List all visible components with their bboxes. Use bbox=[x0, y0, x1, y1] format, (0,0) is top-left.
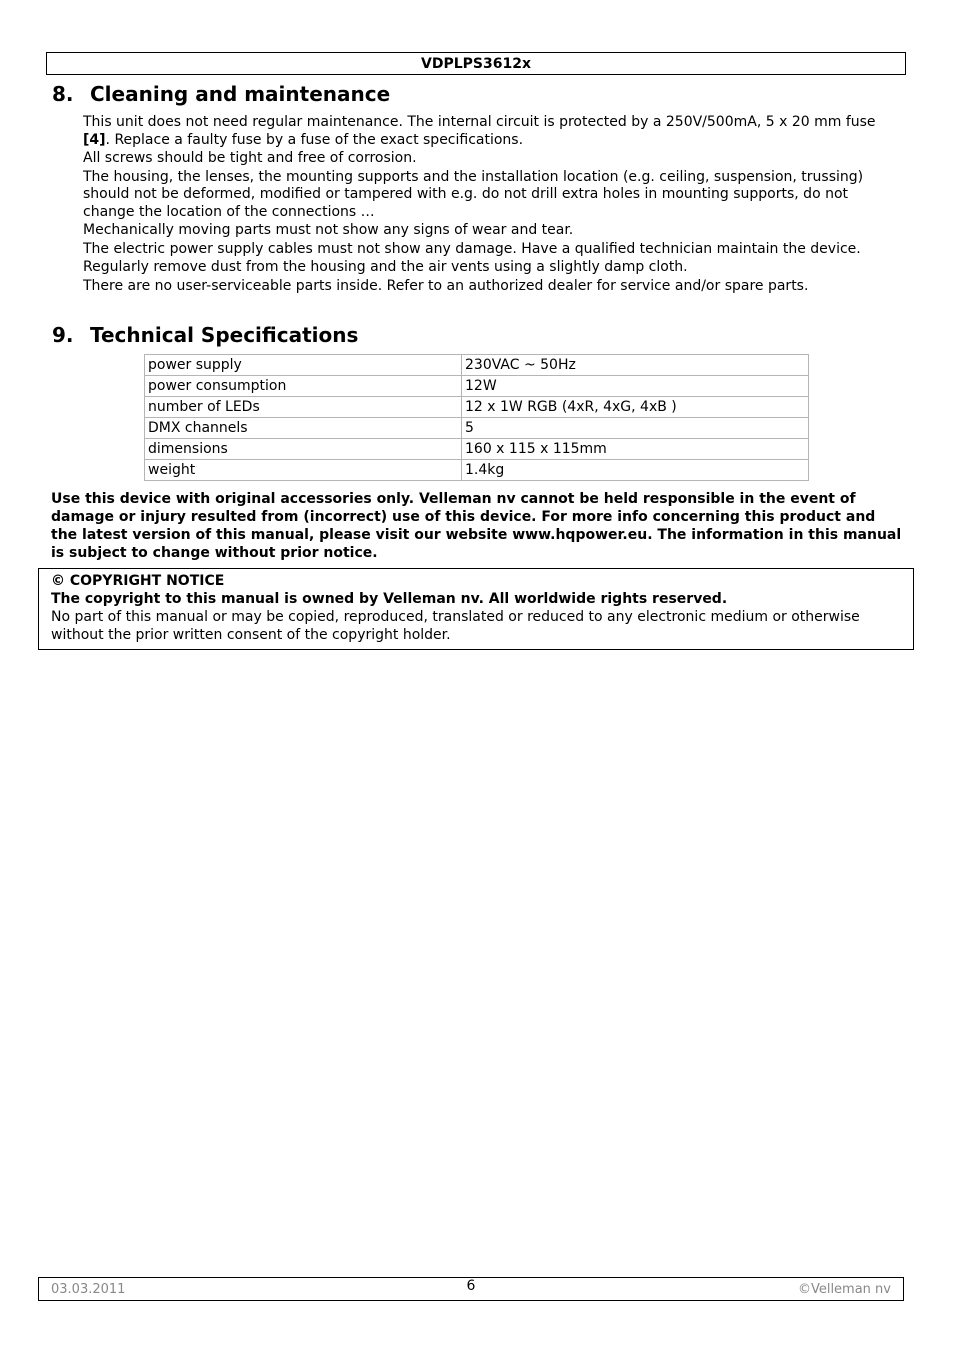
section-8-title: Cleaning and maintenance bbox=[90, 82, 391, 106]
page-number: 6 bbox=[466, 1278, 476, 1294]
spec-value: 1.4kg bbox=[462, 460, 809, 481]
document-header bbox=[46, 52, 906, 75]
copyright-heading: © COPYRIGHT NOTICE bbox=[51, 573, 225, 589]
spec-value: 230VAC ~ 50Hz bbox=[462, 355, 809, 376]
spec-label: power consumption bbox=[145, 376, 462, 397]
disclaimer-text: Use this device with original accessories only. Velleman nv cannot be held responsible in the event of damage or injury resulted from (incorrect) use of this device. For more info concerning this product and the latest version of this manual, please visit our website www.hqpower.eu. The information in this manual is subject to change without prior notice. bbox=[51, 491, 902, 561]
dust-paragraph: Regularly remove dust from the housing and the air vents using a slightly damp cloth. bbox=[83, 259, 688, 275]
fuse-paragraph bbox=[83, 114, 903, 149]
table-row bbox=[145, 460, 809, 481]
section-8-heading bbox=[52, 82, 390, 106]
section-8-number: 8. bbox=[52, 82, 74, 106]
section-9-number: 9. bbox=[52, 323, 74, 347]
table-row bbox=[145, 397, 809, 418]
footer-date: 03.03.2011 bbox=[51, 1282, 126, 1297]
table-row bbox=[145, 418, 809, 439]
spec-value: 5 bbox=[462, 418, 809, 439]
power-cables-paragraph: The electric power supply cables must not show any damage. Have a qualified technician maintain the device. bbox=[83, 240, 861, 257]
model-number: VDPLPS3612x bbox=[421, 56, 531, 72]
service-paragraph: There are no user-serviceable parts inside. Refer to an authorized dealer for service and/or spare parts. bbox=[83, 277, 809, 294]
spec-value: 12W bbox=[462, 376, 809, 397]
fuse-text-start: This unit does not need regular maintenance. The internal circuit is protected by a 250V/500mA, 5 x 20 mm fuse bbox=[83, 114, 876, 130]
table-row bbox=[145, 355, 809, 376]
copyright-notice-box bbox=[38, 568, 914, 650]
specifications-table bbox=[144, 354, 809, 481]
spec-label: power supply bbox=[145, 355, 462, 376]
spec-label: weight bbox=[145, 460, 462, 481]
copyright-body: No part of this manual or may be copied, reproduced, translated or reduced to any electronic medium or otherwise without the prior written consent of the copyright holder. bbox=[51, 609, 860, 643]
section-9-heading bbox=[52, 323, 358, 347]
table-row bbox=[145, 439, 809, 460]
spec-label: number of LEDs bbox=[145, 397, 462, 418]
spec-value: 160 x 115 x 115mm bbox=[462, 439, 809, 460]
table-row bbox=[145, 376, 809, 397]
screws-paragraph: All screws should be tight and free of corrosion. bbox=[83, 150, 417, 166]
spec-label: dimensions bbox=[145, 439, 462, 460]
page-footer bbox=[38, 1277, 904, 1301]
housing-paragraph: The housing, the lenses, the mounting supports and the installation location (e.g. ceiling, suspension, trussing) should not be deformed, modified or tampered with e.g. do not drill extra holes in mounting supports, do not change the location of the connections … bbox=[83, 168, 864, 220]
section-8-body bbox=[83, 114, 903, 296]
spec-label: DMX channels bbox=[145, 418, 462, 439]
fuse-reference: [4] bbox=[83, 131, 106, 148]
fuse-text-end: . Replace a faulty fuse by a fuse of the exact specifications. bbox=[105, 131, 524, 148]
moving-parts-paragraph: Mechanically moving parts must not show any signs of wear and tear. bbox=[83, 222, 574, 238]
section-9-title: Technical Specifications bbox=[90, 323, 359, 347]
copyright-owner: The copyright to this manual is owned by Velleman nv. All worldwide rights reserved. bbox=[51, 591, 728, 607]
spec-value: 12 x 1W RGB (4xR, 4xG, 4xB ) bbox=[462, 397, 809, 418]
footer-copyright: ©Velleman nv bbox=[797, 1282, 891, 1297]
